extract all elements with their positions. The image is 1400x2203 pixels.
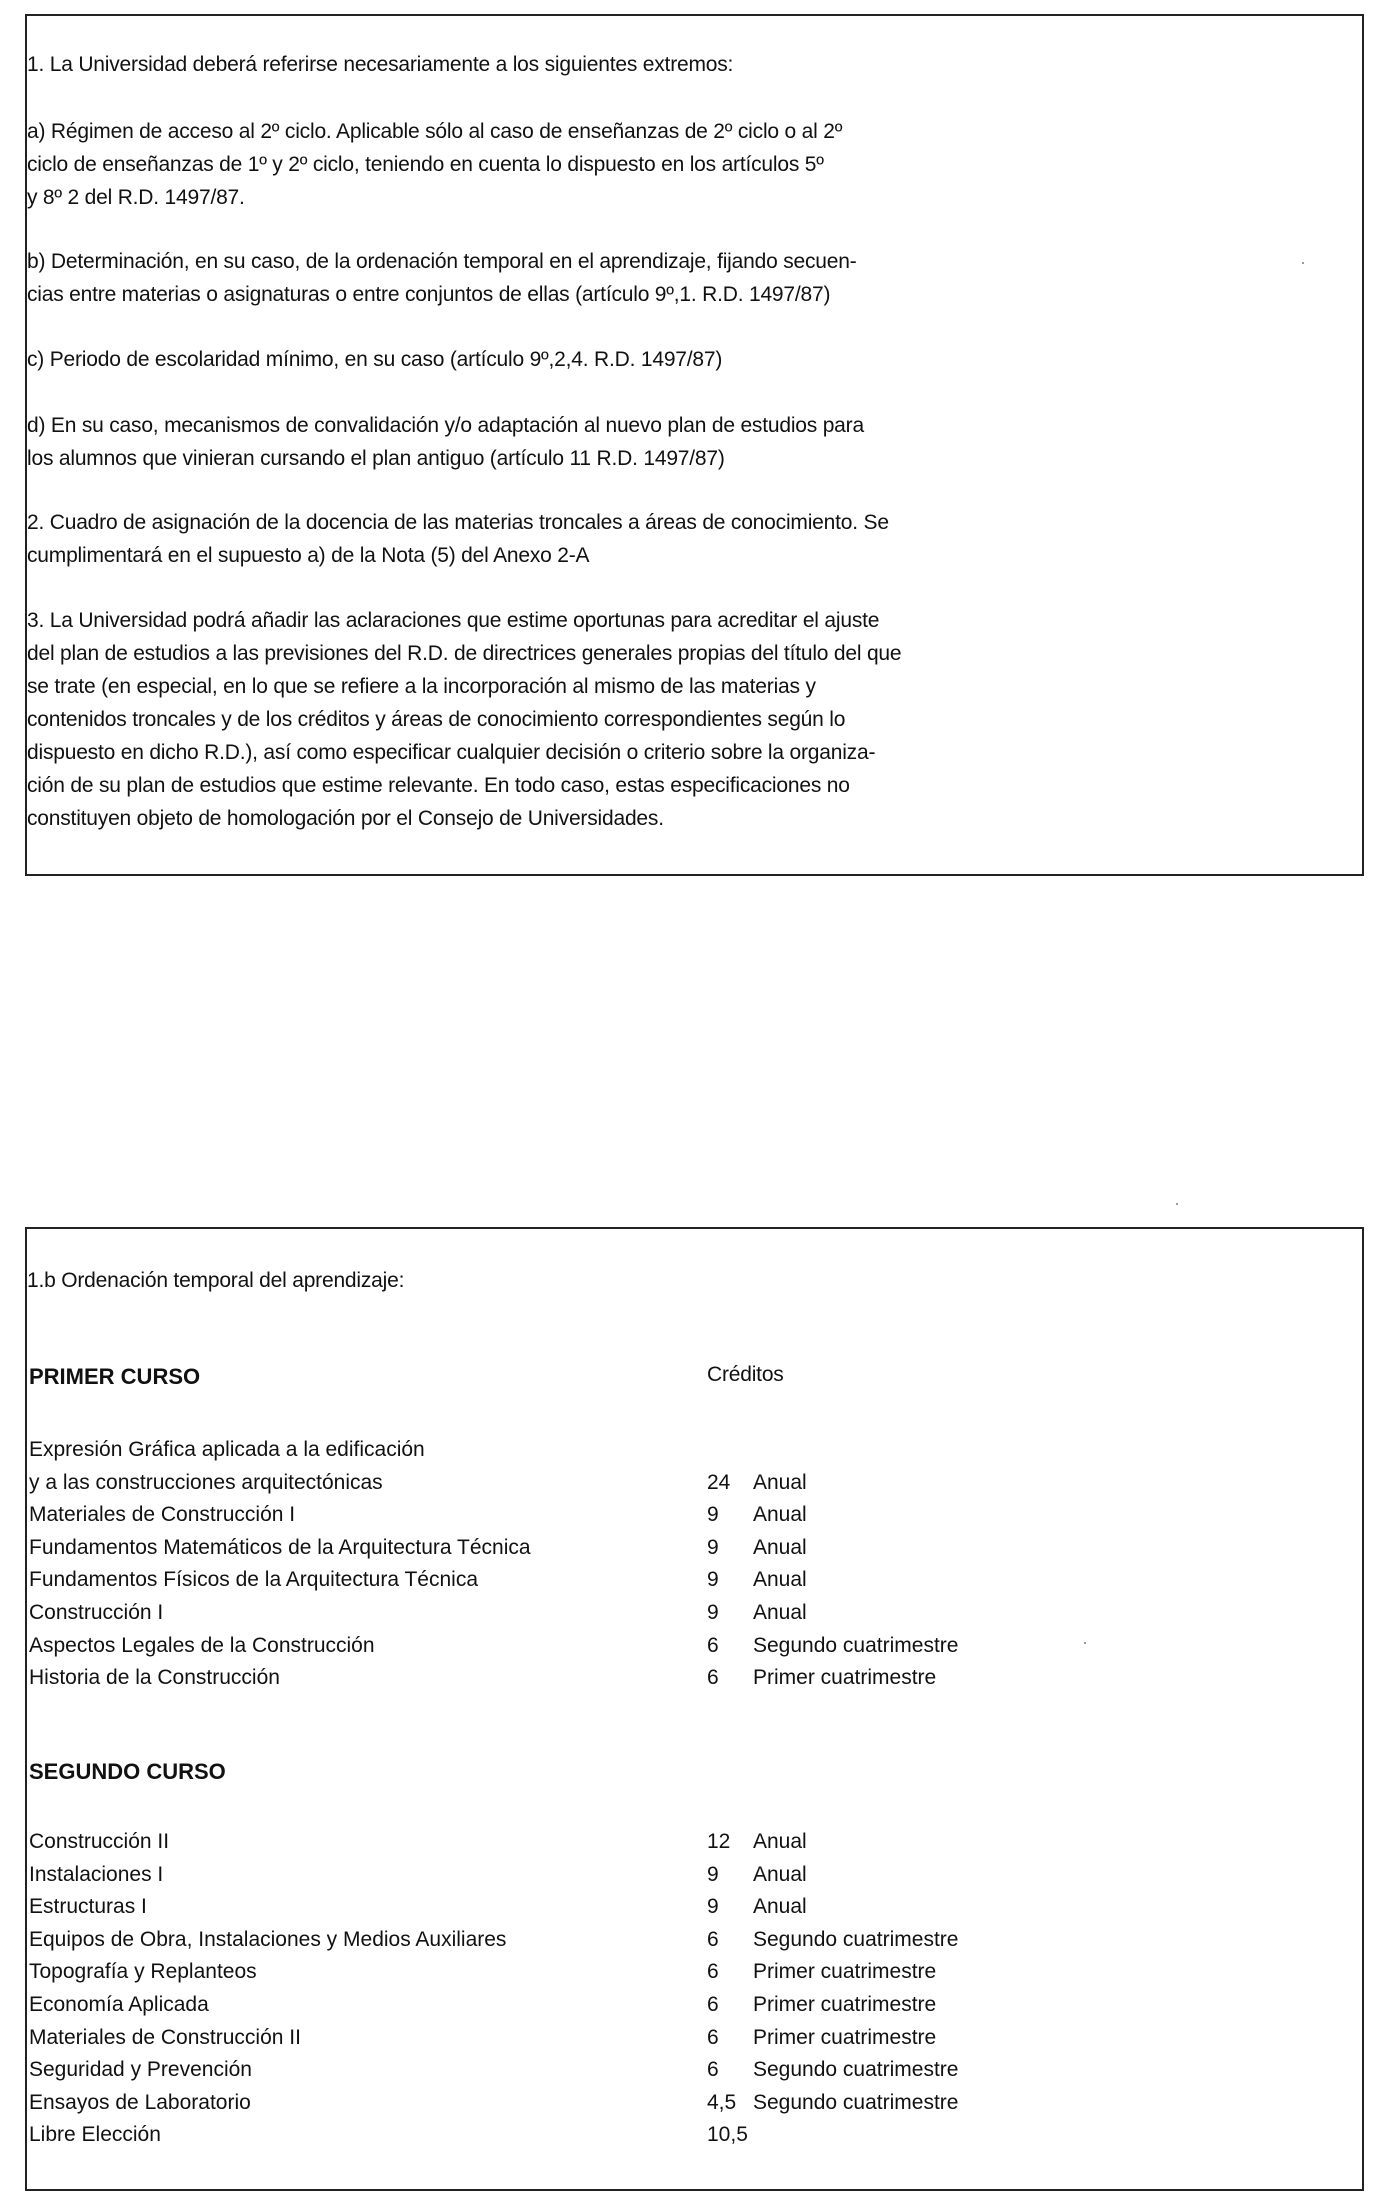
subject-period: Segundo cuatrimestre [753, 1927, 959, 1951]
subject-name: Libre Elección [29, 2123, 161, 2147]
subject-name: Aspectos Legales de la Construcción [29, 1633, 375, 1657]
notes-box [25, 14, 1364, 876]
subject-credits: 24 [707, 1470, 731, 1494]
subject-row [29, 1825, 1349, 1858]
subject-row [29, 1596, 1349, 1629]
subject-period: Primer cuatrimestre [753, 1960, 937, 1984]
subject-row [29, 1988, 1349, 2021]
subject-name: Construcción I [29, 1601, 164, 1624]
subject-period: Anual [753, 1470, 807, 1494]
subject-row [29, 1531, 1349, 1564]
subject-row [29, 2086, 1349, 2119]
subject-credits: 12 [707, 1830, 731, 1853]
subject-name: Construcción II [29, 1830, 170, 1853]
subject-row [29, 1563, 1349, 1596]
subject-credits: 9 [707, 1601, 719, 1624]
subject-credits: 9 [707, 1895, 719, 1919]
subject-row [29, 2118, 1349, 2151]
subject-period: Anual [753, 1862, 807, 1886]
subject-name: y a las construcciones arquitectónicas [29, 1470, 383, 1494]
subject-period: Anual [753, 1568, 807, 1592]
subject-name: Instalaciones I [29, 1862, 164, 1886]
credits-header: Créditos [707, 1363, 784, 1386]
subject-row [29, 1466, 1349, 1499]
subject-period: Anual [753, 1535, 807, 1559]
subject-credits: 6 [707, 1666, 719, 1690]
subject-credits: 6 [707, 1960, 719, 1984]
subject-name: Economía Aplicada [29, 1993, 209, 2016]
subject-name: Historia de la Construcción [29, 1666, 280, 1690]
subject-row [29, 1629, 1349, 1662]
subject-period: Primer cuatrimestre [753, 1993, 937, 2016]
subject-credits: 9 [707, 1568, 719, 1592]
subject-row [29, 1955, 1349, 1988]
subject-period: Primer cuatrimestre [753, 2025, 937, 2049]
subject-name: Seguridad y Prevención [29, 2058, 252, 2082]
scan-speck [1176, 1203, 1178, 1205]
segundo-curso-heading: SEGUNDO CURSO [29, 1759, 226, 1784]
subject-credits: 9 [707, 1535, 719, 1559]
study-plan-box [25, 1227, 1364, 2191]
subject-name: Ensayos de Laboratorio [29, 2090, 251, 2114]
plan-title: 1.b Ordenación temporal del aprendizaje: [27, 1269, 405, 1292]
subject-period: Segundo cuatrimestre [753, 2058, 959, 2082]
scan-speck [1084, 1642, 1086, 1644]
subject-row [29, 1433, 1349, 1466]
subject-period: Primer cuatrimestre [753, 1666, 937, 1690]
subject-name: Equipos de Obra, Instalaciones y Medios Auxiliares [29, 1927, 507, 1951]
subject-credits: 6 [707, 2058, 719, 2082]
subject-period: Anual [753, 1895, 807, 1919]
note-3: 3. La Universidad podrá añadir las aclaraciones que estime oportunas para acreditar el ajuste del plan de estudios a las previsiones del R.D. de directrices generales propias del título del que se trate (en especial, en lo que se refiere a la incorporación al mismo de las materias y contenidos troncales y de los créditos y áreas de conocimiento correspondientes según lo dispuesto en dicho R.D.), así como especificar cualquier decisión o criterio sobre la organiza- ción de su plan de estudios que estime relevante. En todo caso, estas especificaciones no constituyen objeto de homologación por el Consejo de Universidades. [27, 609, 902, 830]
subject-credits: 10,5 [707, 2123, 748, 2147]
subject-row [29, 1498, 1349, 1531]
subject-period: Segundo cuatrimestre [753, 1633, 959, 1657]
subject-credits: 9 [707, 1862, 719, 1886]
note-c: c) Periodo de escolaridad mínimo, en su caso (artículo 9º,2,4. R.D. 1497/87) [27, 348, 723, 371]
subject-row [29, 1661, 1349, 1694]
primer-curso-heading: PRIMER CURSO [29, 1364, 201, 1389]
subject-row [29, 1890, 1349, 1923]
subject-credits: 9 [707, 1503, 719, 1527]
note-a: a) Régimen de acceso al 2º ciclo. Aplicable sólo al caso de enseñanzas de 2º ciclo o al 2º ciclo de enseñanzas de 1º y 2º ciclo, teniendo en cuenta lo dispuesto en los artículos 5º y 8º 2 del R.D. 1497/87. [27, 120, 843, 209]
subject-name: Estructuras I [29, 1895, 147, 1919]
note-d: d) En su caso, mecanismos de convalidación y/o adaptación al nuevo plan de estudios para los alumnos que vinieran cursando el plan antiguo (artículo 11 R.D. 1497/87) [27, 414, 864, 470]
subject-row [29, 2053, 1349, 2086]
note-b: b) Determinación, en su caso, de la ordenación temporal en el aprendizaje, fijando secuen- cias entre materias o asignaturas o entre conjuntos de ellas (artículo 9º,1. R.D. 1497/87) [27, 250, 857, 306]
note-2: 2. Cuadro de asignación de la docencia de las materias troncales a áreas de conocimiento. Se cumplimentará en el supuesto a) de la Nota (5) del Anexo 2-A [27, 511, 889, 567]
note-1: 1. La Universidad deberá referirse necesariamente a los siguientes extremos: [27, 53, 734, 76]
subject-name: Materiales de Construcción I [29, 1503, 296, 1527]
subject-name: Fundamentos Matemáticos de la Arquitectura Técnica [29, 1535, 531, 1559]
subject-name: Materiales de Construcción II [29, 2025, 301, 2049]
subject-row [29, 2021, 1349, 2054]
subject-row [29, 1923, 1349, 1956]
subject-name: Fundamentos Físicos de la Arquitectura Técnica [29, 1568, 479, 1592]
subject-credits: 4,5 [707, 2090, 737, 2114]
subject-row [29, 1858, 1349, 1891]
subject-period: Segundo cuatrimestre [753, 2090, 959, 2114]
subject-credits: 6 [707, 1993, 719, 2016]
subject-name: Expresión Gráfica aplicada a la edificación [29, 1438, 425, 1461]
subject-name: Topografía y Replanteos [29, 1960, 257, 1984]
subject-credits: 6 [707, 2025, 719, 2049]
subject-credits: 6 [707, 1927, 719, 1951]
subject-period: Anual [753, 1601, 807, 1624]
scan-speck [1302, 262, 1304, 264]
subject-period: Anual [753, 1503, 807, 1527]
subject-credits: 6 [707, 1633, 719, 1657]
subject-period: Anual [753, 1830, 807, 1853]
